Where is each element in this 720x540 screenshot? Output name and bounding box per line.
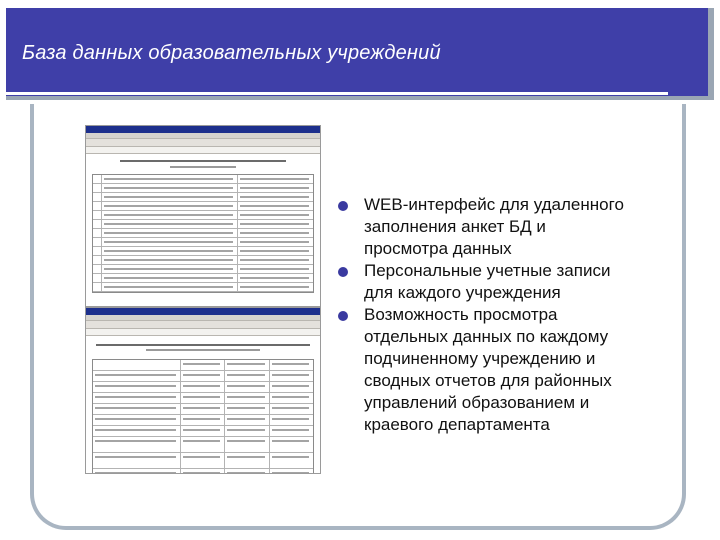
report-table [92,359,314,474]
report-subheading [146,349,260,351]
title-bar [6,8,714,100]
bullet-line: для каждого учреждения [364,283,561,302]
bullet-item [338,194,678,260]
report-heading [96,344,310,346]
screenshot-questionnaire-form [85,125,321,307]
window-toolbar [86,321,320,329]
screenshot-summary-report [85,307,321,474]
window-titlebar [86,126,320,133]
bullet-line: WEB-интерфейс для удаленного [364,195,624,214]
bullet-dot-icon [338,267,348,277]
slide-title: База данных образовательных учреждений [22,42,441,64]
window-toolbar [86,139,320,147]
window-addressbar [86,329,320,336]
form-table [92,174,314,293]
bullet-line: управлений образованием и [364,393,590,412]
bullet-dot-icon [338,311,348,321]
bullet-item [338,304,678,436]
bullet-line: отдельных данных по каждому [364,327,609,346]
window-addressbar [86,147,320,154]
bullet-line: краевого департамента [364,415,550,434]
bullet-line: сводных отчетов для районных [364,371,612,390]
bullet-list [338,194,678,436]
bullet-line: Возможность просмотра [364,305,558,324]
bullet-item [338,260,678,304]
bullet-line: просмотра данных [364,239,512,258]
form-heading [120,160,286,162]
bullet-dot-icon [338,201,348,211]
bullet-line: подчиненному учреждению и [364,349,596,368]
window-titlebar [86,308,320,315]
title-underline [6,92,668,95]
form-subheading [170,166,236,168]
bullet-line: заполнения анкет БД и [364,217,546,236]
bullet-line: Персональные учетные записи [364,261,611,280]
